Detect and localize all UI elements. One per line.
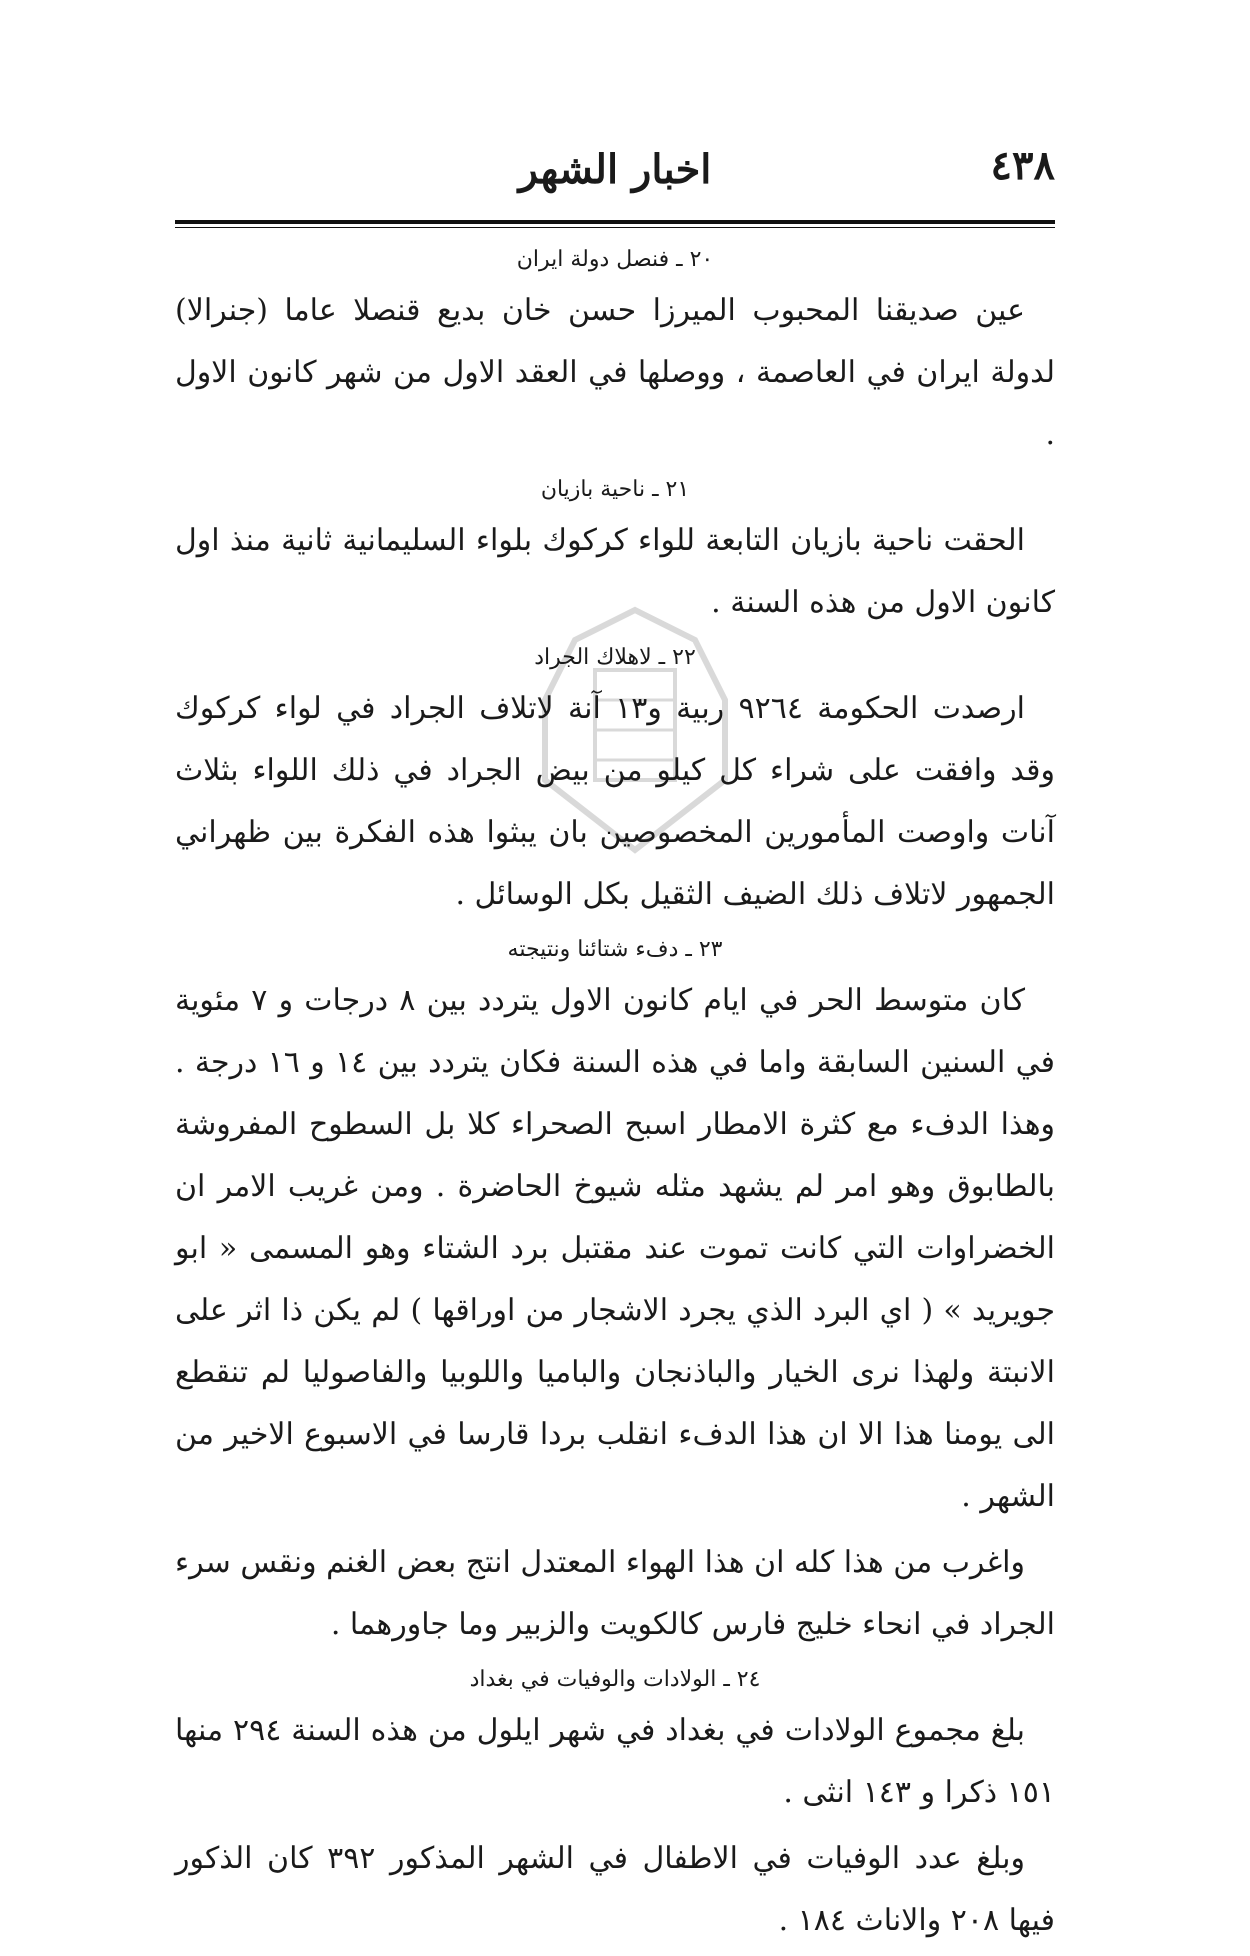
news-section	[175, 1660, 1055, 1952]
section-title: ٢٢ ـ لاهلاك الجراد	[534, 645, 696, 670]
news-section	[175, 470, 1055, 634]
section-title: ٢٤ ـ الولادات والوفيات في بغداد	[469, 1667, 761, 1692]
page-header	[175, 138, 1055, 208]
paragraph: كان متوسط الحر في ايام كانون الاول يتردد بين ٨ درجات و ٧ مئوية في السنين السابقة واما في هذه السنة فكان يتردد بين ١٤ و ١٦ درجة . وهذا الدفء مع كثرة الامطار اسبح الصحراء كلا بل السطوح المفروشة بالطابوق وهو امر لم يشهد مثله شيوخ الحاضرة . ومن غريب الامر ان الخضراوات التي كانت تموت عند مقتبل برد الشتاء وهو المسمى « ابو جويريد » ( اي البرد الذي يجرد الاشجار من اوراقها ) لم يكن ذا اثر على الانبتة ولهذا نرى الخيار والباذنجان والباميا واللوبيا والفاصوليا لم تنقطع الى يومنا هذا الا ان هذا الدفء انقلب بردا قارسا في الاسبوع الاخير من الشهر .	[175, 983, 1055, 1514]
section-title: ٢٠ ـ فنصل دولة ايران	[516, 247, 714, 272]
section-title: ٢١ ـ ناحية بازيان	[540, 477, 690, 502]
paragraph: ارصدت الحكومة ٩٢٦٤ ربية و١٣ آنة لاتلاف الجراد في لواء كركوك وقد وافقت على شراء كل كيلو من بيض الجراد في ذلك اللواء بثلاث آنات واوصت المأمورين المخصوصين بان يبثوا هذه الفكرة بين ظهراني الجمهور لاتلاف ذلك الضيف الثقيل بكل الوسائل .	[175, 691, 1055, 912]
paragraph: الحقت ناحية بازيان التابعة للواء كركوك بلواء السليمانية ثانية منذ اول كانون الاول من هذه السنة .	[175, 523, 1055, 620]
page-number: ٤٣٨	[990, 142, 1055, 189]
news-section	[175, 638, 1055, 926]
paragraph: وبلغ عدد الوفيات في الاطفال في الشهر المذكور ٣٩٢ كان الذكور فيها ٢٠٨ والاناث ١٨٤ .	[175, 1841, 1055, 1938]
section-title: ٢٣ ـ دفء شتائنا ونتيجته	[507, 937, 723, 962]
header-rule	[175, 220, 1055, 224]
paragraph: بلغ مجموع الولادات في بغداد في شهر ايلول من هذه السنة ٢٩٤ منها ١٥١ ذكرا و ١٤٣ انثى .	[175, 1713, 1055, 1810]
header-rule-thin	[175, 227, 1055, 228]
news-section	[175, 240, 1055, 466]
article-body	[175, 240, 1055, 1956]
news-section	[175, 930, 1055, 1656]
paragraph: عين صديقنا المحبوب الميرزا حسن خان بديع قنصلا عاما (جنرالا) لدولة ايران في العاصمة ، ووصلها في العقد الاول من شهر كانون الاول .	[175, 293, 1055, 452]
running-title: اخبار الشهر	[518, 146, 712, 193]
paragraph: واغرب من هذا كله ان هذا الهواء المعتدل انتج بعض الغنم ونقس سرء الجراد في انحاء خليج فارس كالكويت والزبير وما جاورهما .	[175, 1545, 1055, 1642]
